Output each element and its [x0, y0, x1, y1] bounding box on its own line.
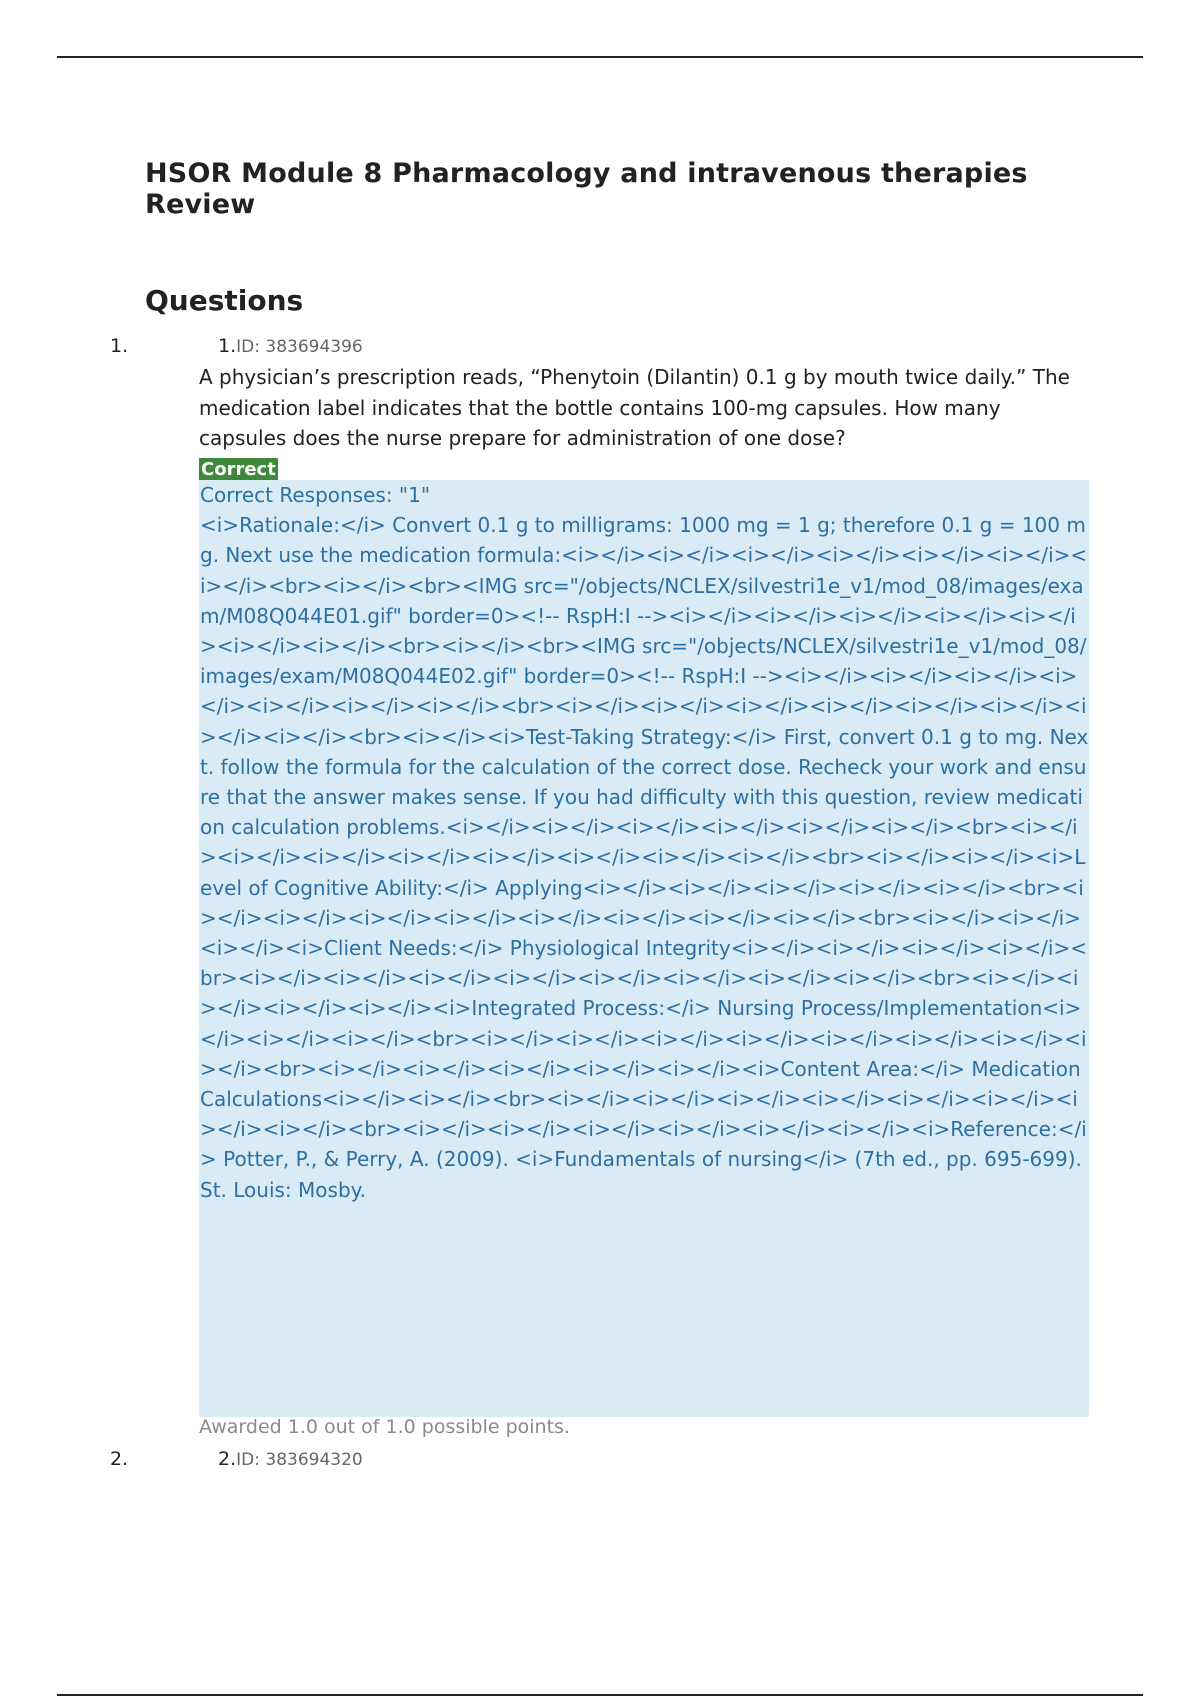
document-title: HSOR Module 8 Pharmacology and intravenous therapies Review [145, 158, 1028, 220]
question-header [218, 335, 363, 357]
question-prompt: A physician’s prescription reads, “Phenytoin (Dilantin) 0.1 g by mouth twice daily.” The medication label indicates that the bottle contains 100-mg capsules. How many capsules does the nurse prepare for administration of one dose? [199, 365, 1070, 450]
awarded-points: Awarded 1.0 out of 1.0 possible points. [199, 1416, 570, 1438]
correct-responses: Correct Responses: "1" [200, 483, 431, 507]
rationale-text: <i>Rationale:</i> Convert 0.1 g to milligrams: 1000 mg = 1 g; therefore 0.1 g = 100 mg. Next use the medication formula:<i></i><i></i><i></i><i></i><i></i><i></i><i></i><br><i></i><br><IMG src="/objects/NCLEX/silvestri1e_v1/mod_08/images/exam/M08Q044E01.gif" border=0><!-- RspH:I --><i></i><i></i><i></i><i></i><i></i><i></i><i></i><br><i></i><br><IMG src="/objects/NCLEX/silvestri1e_v1/mod_08/images/exam/M08Q044E02.gif" border=0><!-- RspH:I --><i></i><i></i><i></i><i></i><i></i><i></i><i></i><br><i></i><i></i><i></i><i></i><i></i><i></i><i></i><i></i><br><i></i><i>Test-Taking Strategy:</i> First, convert 0.1 g to mg. Next. follow the formula for the calculation of the correct dose. Recheck your work and ensure that the answer makes sense. If you had difficulty with this question, review medication calculation problems.<i></i><i></i><i></i><i></i><i></i><i></i><br><i></i><i></i><i></i><i></i><i></i><i></i><i></i><i></i><br><i></i><i></i><i>Level of Cognitive Ability:</i> Applying<i></i><i></i><i></i><i></i><i></i><br><i></i><i></i><i></i><i></i><i></i><i></i><i></i><i></i><br><i></i><i></i><i></i><i>Client Needs:</i> Physiological Integrity<i></i><i></i><i></i><i></i><br><i></i><i></i><i></i><i></i><i></i><i></i><i></i><i></i><br><i></i><i></i><i></i><i></i><i>Integrated Process:</i> Nursing Process/Implementation<i></i><i></i><i></i><br><i></i><i></i><i></i><i></i><i></i><i></i><i></i><i></i><br><i></i><i></i><i></i><i></i><i></i><i>Content Area:</i> Medication Calculations<i></i><i></i><br><i></i><i></i><i></i><i></i><i></i><i></i><i></i><i></i><br><i></i><i></i><i></i><i></i><i></i><i></i><i>Reference:</i> Potter, P., & Perry, A. (2009). <i>Fundamentals of nursing</i> (7th ed., pp. 695-699). St. Louis: Mosby. [200, 513, 1089, 1202]
question-number: 1. [110, 335, 129, 357]
question-inner-number: 1. [218, 335, 237, 357]
top-rule [57, 56, 1143, 58]
bottom-rule [57, 1694, 1143, 1696]
question-id: ID: 383694320 [236, 1450, 363, 1470]
question-header [218, 1448, 363, 1470]
feedback-panel [199, 480, 1089, 1417]
question-id: ID: 383694396 [236, 337, 363, 357]
section-heading: Questions [145, 284, 304, 317]
question-inner-number: 2. [218, 1448, 237, 1470]
question-number: 2. [110, 1448, 129, 1470]
status-badge: Correct [201, 459, 276, 480]
